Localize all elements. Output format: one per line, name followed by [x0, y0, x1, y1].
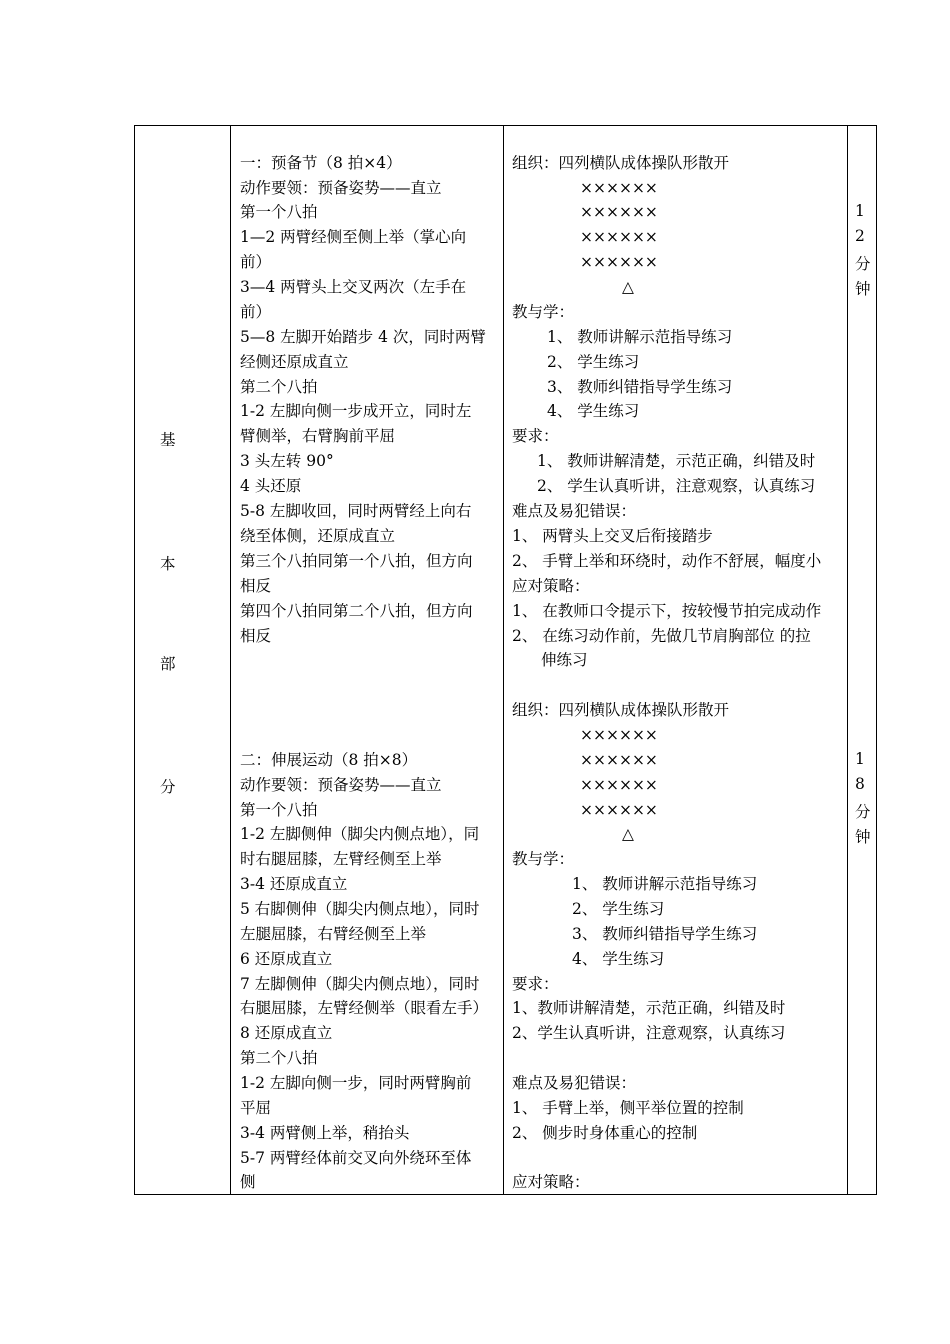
method-line: 2、 学生练习 [547, 353, 640, 371]
content-line: 第三个八拍同第一个八拍，但方向 [240, 552, 473, 570]
time-char: 8 [855, 775, 865, 793]
formation-row: ×××××× [580, 776, 658, 794]
content-line: 左腿屈膝，右臂经侧至上举 [240, 925, 427, 943]
content-line: 1-2 左脚向侧一步成开立，同时左 [240, 402, 472, 420]
time-char: 1 [855, 750, 865, 768]
content-line: 时右腿屈膝，左臂经侧至上举 [240, 850, 442, 868]
method-line: 组织：四列横队成体操队形散开 [512, 701, 730, 719]
content-line: 前） [240, 253, 272, 271]
method-line: 伸练习 [541, 651, 588, 669]
method-line: 1、 教师讲解清楚，示范正确，纠错及时 [537, 452, 816, 470]
content-line: 1-2 左脚侧伸（脚尖内侧点地），同 [240, 825, 480, 843]
method-line: 2、 侧步时身体重心的控制 [512, 1124, 698, 1142]
content-line: 经侧还原成直立 [240, 353, 349, 371]
formation-row: ×××××× [580, 203, 658, 221]
method-line: 3、 教师纠错指导学生练习 [547, 378, 733, 396]
column-divider [847, 125, 848, 1195]
content-line: 1—2 两臂经侧至侧上举（掌心向 [240, 228, 467, 246]
section-label-char: 基 [160, 431, 176, 449]
method-line: 1、教师讲解清楚，示范正确，纠错及时 [512, 999, 786, 1017]
content-line: 5—8 左脚开始踏步 4 次，同时两臂 [240, 328, 486, 346]
content-line: 7 左脚侧伸（脚尖内侧点地），同时 [240, 975, 480, 993]
method-line: 教与学： [512, 850, 575, 868]
time-char: 1 [855, 202, 865, 220]
method-line: 1、 在教师口令提示下，按较慢节拍完成动作 [512, 602, 822, 620]
section-label-char: 部 [160, 655, 176, 673]
column-divider [503, 125, 504, 1195]
content-line: 5-7 两臂经体前交叉向外绕环至体 [240, 1149, 472, 1167]
column-divider [230, 125, 231, 1195]
content-line: 4 头还原 [240, 477, 302, 495]
content-line: 8 还原成直立 [240, 1024, 333, 1042]
method-line: 要求： [512, 975, 559, 993]
method-line: 要求： [512, 427, 559, 445]
formation-row: ×××××× [580, 751, 658, 769]
content-line: 1-2 左脚向侧一步，同时两臂胸前 [240, 1074, 472, 1092]
method-line: 2、 学生认真听讲，注意观察，认真练习 [537, 477, 816, 495]
formation-row: ×××××× [580, 726, 658, 744]
teacher-marker: △ [622, 825, 634, 843]
content-line: 5-8 左脚收回，同时两臂经上向右 [240, 502, 472, 520]
time-char: 钟 [855, 280, 871, 298]
method-line: 组织：四列横队成体操队形散开 [512, 154, 730, 172]
method-line: 3、 教师纠错指导学生练习 [572, 925, 758, 943]
method-line: 2、 手臂上举和环绕时，动作不舒展，幅度小 [512, 552, 822, 570]
content-line: 第一个八拍 [240, 203, 318, 221]
method-line: 4、 学生练习 [572, 950, 665, 968]
content-line: 第一个八拍 [240, 801, 318, 819]
time-char: 2 [855, 227, 865, 245]
method-line: 2、学生认真听讲，注意观察，认真练习 [512, 1024, 786, 1042]
formation-row: ×××××× [580, 228, 658, 246]
content-line: 3-4 还原成直立 [240, 875, 348, 893]
time-char: 钟 [855, 828, 871, 846]
content-line: 侧 [240, 1173, 256, 1191]
method-line: 2、 在练习动作前，先做几节肩胸部位 的拉 [512, 627, 811, 645]
content-line: 动作要领：预备姿势——直立 [240, 776, 442, 794]
formation-row: ×××××× [580, 179, 658, 197]
content-line: 3-4 两臂侧上举，稍抬头 [240, 1124, 410, 1142]
method-line: 1、 两臂头上交叉后衔接踏步 [512, 527, 713, 545]
method-line: 难点及易犯错误： [512, 502, 637, 520]
content-line: 第四个八拍同第二个八拍，但方向 [240, 602, 473, 620]
method-line: 教与学： [512, 303, 575, 321]
content-line: 相反 [240, 627, 272, 645]
method-line: 2、 学生练习 [572, 900, 665, 918]
content-line: 二：伸展运动（8 拍×8） [240, 751, 418, 769]
method-line: 难点及易犯错误： [512, 1074, 637, 1092]
section-label-char: 本 [160, 555, 176, 573]
content-line: 6 还原成直立 [240, 950, 333, 968]
content-line: 臂侧举，右臂胸前平屈 [240, 427, 396, 445]
formation-row: ×××××× [580, 253, 658, 271]
content-line: 第二个八拍 [240, 378, 318, 396]
content-line: 动作要领：预备姿势——直立 [240, 179, 442, 197]
content-line: 相反 [240, 577, 272, 595]
method-line: 应对策略： [512, 1173, 590, 1191]
method-line: 1、 手臂上举，侧平举位置的控制 [512, 1099, 744, 1117]
content-line: 右腿屈膝，左臂经侧举（眼看左手） [240, 999, 489, 1017]
content-line: 5 右脚侧伸（脚尖内侧点地），同时 [240, 900, 480, 918]
content-line: 3—4 两臂头上交叉两次（左手在 [240, 278, 467, 296]
time-char: 分 [855, 803, 871, 821]
method-line: 1、 教师讲解示范指导练习 [547, 328, 733, 346]
method-line: 1、 教师讲解示范指导练习 [572, 875, 758, 893]
section-label-char: 分 [160, 778, 176, 796]
content-line: 平屈 [240, 1099, 272, 1117]
method-line: 4、 学生练习 [547, 402, 640, 420]
time-char: 分 [855, 255, 871, 273]
content-line: 一：预备节（8 拍×4） [240, 154, 402, 172]
content-line: 第二个八拍 [240, 1049, 318, 1067]
teacher-marker: △ [622, 278, 634, 296]
content-line: 绕至体侧，还原成直立 [240, 527, 396, 545]
method-line: 应对策略： [512, 577, 590, 595]
content-line: 前） [240, 303, 272, 321]
formation-row: ×××××× [580, 801, 658, 819]
content-line: 3 头左转 90° [240, 452, 334, 470]
